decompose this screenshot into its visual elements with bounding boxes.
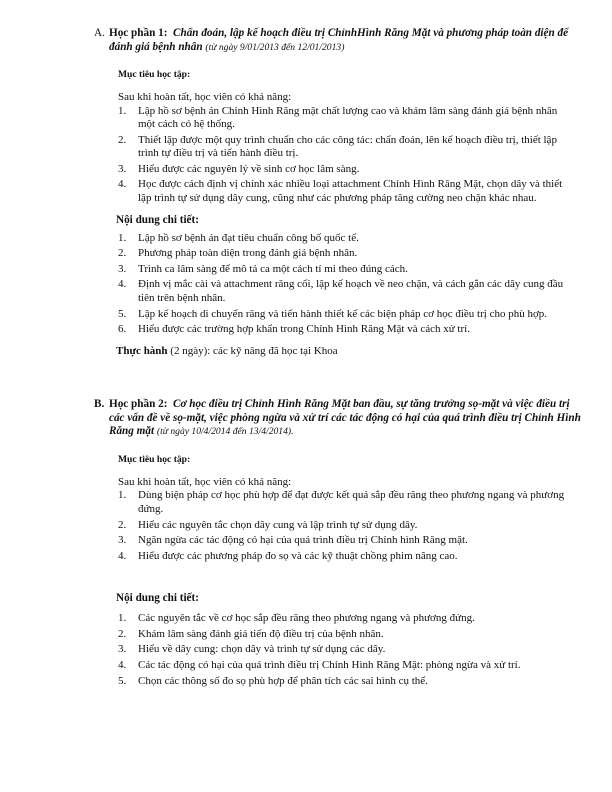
section-a-content-heading: Nội dung chi tiết: [116, 213, 199, 226]
item-number: 5. [118, 674, 127, 687]
item-text: Hiểu các nguyên tắc chọn dây cung và lập trình tự sử dụng dây. [138, 518, 418, 531]
list-item [0, 247, 612, 261]
item-text: Khám lâm sàng đánh giá tiến độ điều trị của bệnh nhân. [138, 627, 384, 640]
item-text: Hiểu về dây cung: chọn dây và trình tự sử dụng các dây. [138, 643, 386, 656]
section-b [0, 398, 612, 688]
item-number: 3. [118, 534, 127, 547]
item-text: Lập hồ sơ bệnh án Chỉnh Hình Răng mặt chất lượng cao và khám lâm sàng đánh giá bệnh nhân một cách có hệ thống. [138, 104, 558, 131]
list-item [0, 232, 612, 246]
section-a [0, 27, 612, 358]
section-a-date: (từ ngày 9/01/2013 đến 12/01/2013) [205, 41, 345, 53]
list-item [0, 308, 612, 322]
section-b-objectives-heading: Mục tiêu học tập: [118, 453, 191, 465]
item-number: 1. [118, 231, 127, 244]
list-item [0, 105, 612, 132]
item-text: Học được cách định vị chính xác nhiều loại attachment Chỉnh Hình Răng Mặt, chọn dây và thiết lập trình tự sử dụng dây cung, cũng như các phương pháp tăng cường neo chặn khác nhau. [138, 178, 563, 205]
item-text: Hiểu được các trường hợp khẩn trong Chỉnh Hình Răng Mặt và cách xử trí. [138, 323, 470, 336]
list-item [0, 489, 612, 516]
item-text: Các tác động có hại của quá trình điều trị Chỉnh Hình Răng Mặt: phòng ngừa và xử trí. [138, 659, 521, 672]
item-text: Chọn các thông số đo sọ phù hợp để phân tích các sai hình cụ thể. [138, 674, 428, 687]
section-b-title: Cơ học điều trị Chỉnh Hình Răng Mặt ban đầu, sự tăng trưởng sọ-mặt và việc điều trị các vấn đề về sọ-mặt, việc phòng ngừa và xử trí các tác động có hại của quá trình điều trị Chỉnh Hình Răng mặt [109, 398, 581, 438]
section-b-content-list [0, 612, 612, 688]
section-b-date: (từ ngày 10/4/2014 đến 13/4/2014). [156, 426, 294, 438]
list-item [0, 643, 612, 657]
list-item [0, 134, 612, 161]
list-item [0, 675, 612, 689]
item-text: Lập kế hoạch di chuyển răng và tiến hành thiết kế các biện pháp cơ học điều trị cho phù hợp. [138, 307, 548, 320]
list-item [0, 178, 612, 205]
list-item [0, 550, 612, 564]
item-text: Hiểu được các nguyên lý về sinh cơ học lâm sàng. [138, 162, 360, 175]
section-a-content-list [0, 232, 612, 337]
section-b-objectives-list [0, 489, 612, 563]
list-item [0, 612, 612, 626]
section-a-objectives-heading: Mục tiêu học tập: [118, 69, 191, 80]
item-number: 6. [118, 323, 127, 336]
section-a-heading [0, 27, 612, 54]
item-number: 3. [118, 262, 127, 275]
practice-text: (2 ngày): các kỹ năng đã học tại Khoa [167, 344, 338, 357]
list-item [0, 278, 612, 305]
item-text: Thiết lập được một quy trình chuẩn cho các công tác: chẩn đoán, lên kế hoạch điều trị, thiết lập trình tự điều trị và tiến hành điều trị. [138, 133, 557, 160]
item-number: 2. [118, 627, 127, 640]
practice-label: Thực hành [116, 344, 168, 357]
section-a-letter: A. [94, 27, 105, 39]
section-b-content-heading: Nội dung chi tiết: [116, 592, 199, 605]
list-item [0, 163, 612, 177]
item-number: 2. [118, 247, 127, 260]
item-text: Các nguyên tắc về cơ học sắp đều răng theo phương ngang và phương đứng. [138, 612, 475, 625]
item-number: 5. [118, 307, 127, 320]
section-b-intro: Sau khi hoàn tất, học viên có khả năng: [118, 475, 292, 488]
item-text: Phương pháp toàn diện trong đánh giá bệnh nhân. [138, 247, 358, 260]
section-a-objectives-list [0, 105, 612, 206]
item-number: 4. [118, 278, 127, 291]
item-number: 1. [118, 612, 127, 625]
item-text: Hiểu được các phương pháp đo sọ và các kỹ thuật chồng phim nâng cao. [138, 549, 458, 562]
item-text: Trình ca lâm sàng để mô tả ca một cách tỉ mỉ theo đúng cách. [138, 262, 408, 275]
list-item [0, 263, 612, 277]
item-number: 4. [118, 178, 127, 191]
item-number: 2. [118, 518, 127, 531]
section-b-heading [0, 398, 612, 439]
item-text: Định vị mắc cài và attachment răng cối, lập kế hoạch về neo chặn, và cách gắn các dây cung đầu tiên trên bệnh nhân. [138, 278, 564, 305]
section-a-title: Chẩn đoán, lập kế hoạch điều trị ChỉnhHình Răng Mặt và phương pháp toàn diện để đánh giá bệnh nhân [109, 27, 569, 53]
section-a-intro: Sau khi hoàn tất, học viên có khả năng: [118, 91, 292, 103]
item-number: 3. [118, 643, 127, 656]
list-item [0, 323, 612, 337]
item-number: 2. [118, 133, 127, 146]
item-number: 4. [118, 549, 127, 562]
item-text: Ngăn ngừa các tác động có hại của quá trình điều trị Chỉnh hình Răng mặt. [138, 534, 468, 547]
item-number: 3. [118, 162, 127, 175]
item-number: 1. [118, 104, 127, 117]
list-item [0, 628, 612, 642]
list-item [0, 659, 612, 673]
item-text: Dùng biện pháp cơ học phù hợp để đạt được kết quả sắp đều răng theo phương ngang và phương đứng. [138, 489, 565, 515]
section-a-practice [116, 345, 612, 359]
list-item [0, 534, 612, 548]
item-text: Lập hồ sơ bệnh án đạt tiêu chuẩn công bố quốc tế. [138, 231, 359, 244]
section-b-letter: B. [94, 398, 105, 411]
item-number: 1. [118, 489, 127, 502]
section-b-label: Học phần 2: [109, 398, 168, 411]
section-a-label: Học phần 1: [109, 27, 168, 39]
list-item [0, 519, 612, 533]
item-number: 4. [118, 659, 127, 672]
